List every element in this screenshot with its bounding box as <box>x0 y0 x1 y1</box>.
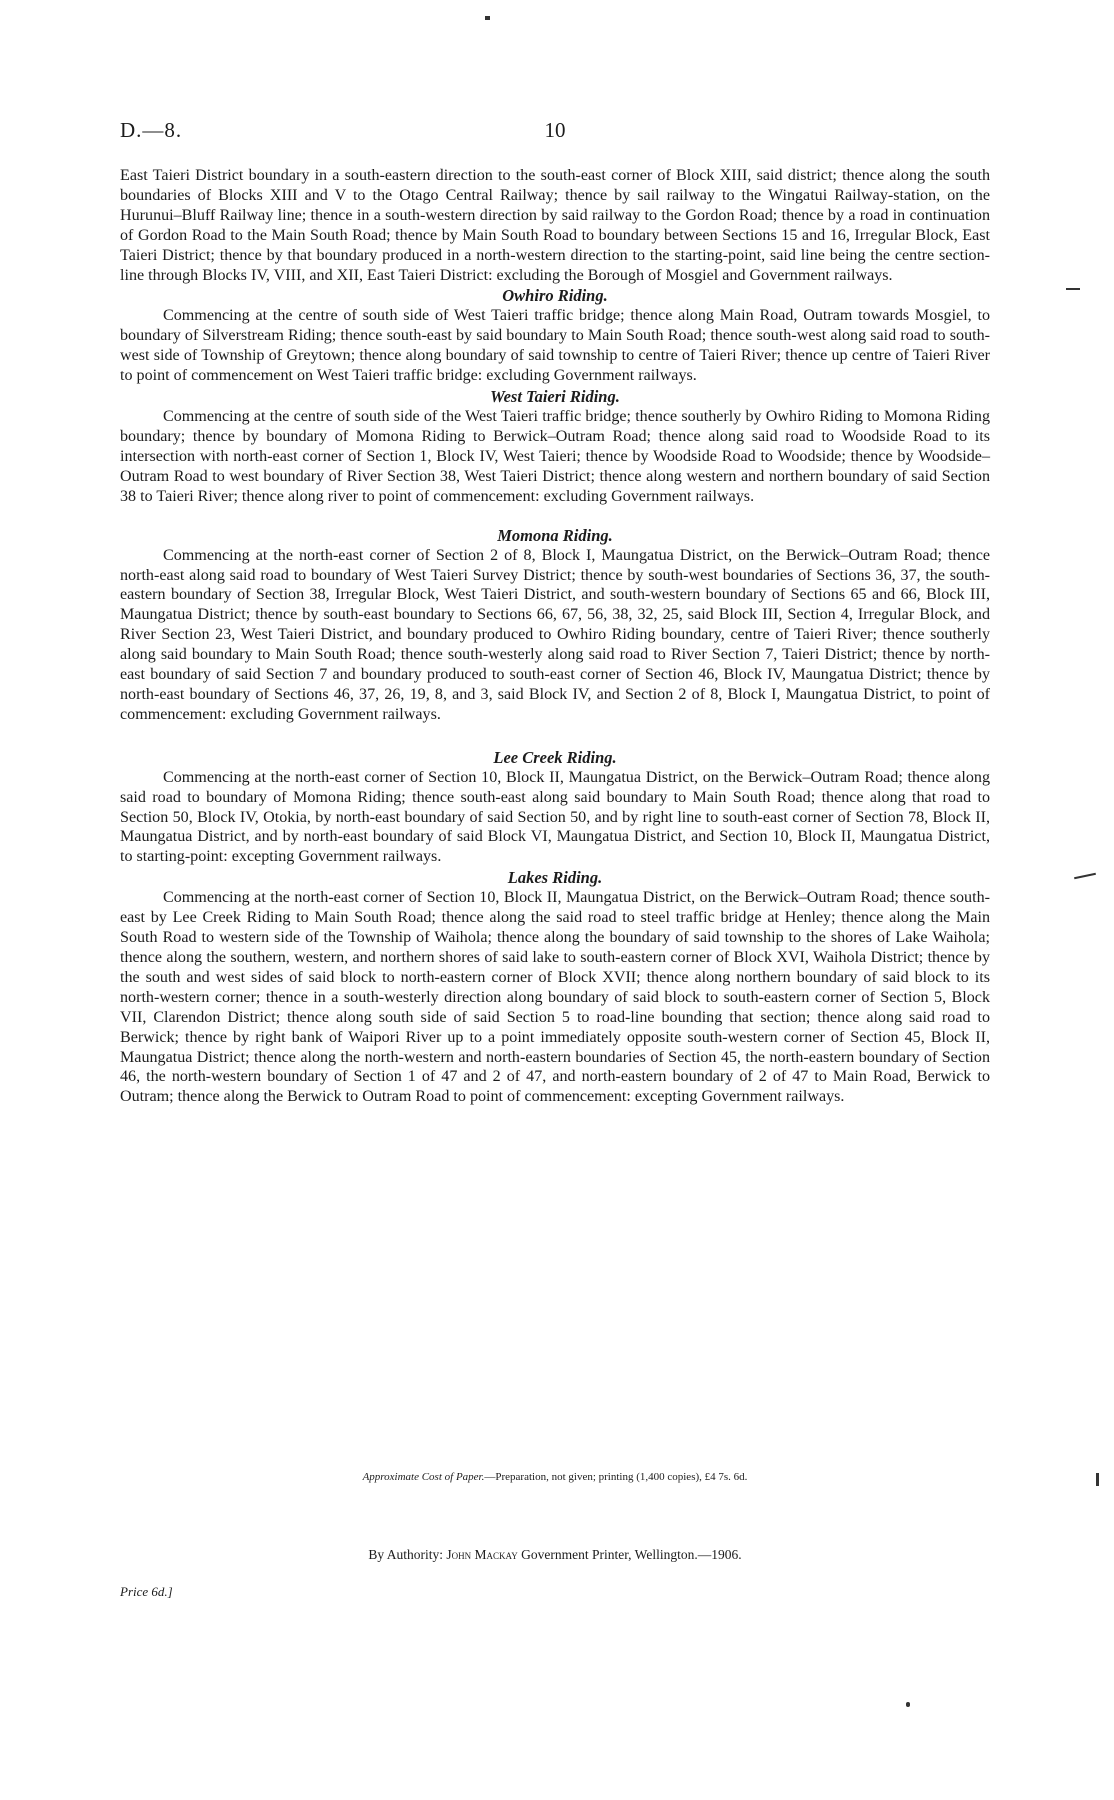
authority-prefix: By Authority: <box>368 1547 444 1562</box>
page-header <box>120 118 990 148</box>
heading-lee-creek-riding: Lee Creek Riding. <box>493 747 617 767</box>
paragraph-owhiro-riding: Commencing at the centre of south side of West Taieri traffic bridge; thence along Main Road, Outram towards Mosgiel, to boundary of Silverstream Riding; thence south-east by said boundary to Main South Road; thence south-west along said road to south-west side of Township of Greytown; thence along boundary of said township to centre of Taieri River; thence up centre of Taieri River to point of commencement on West Taieri traffic bridge: excluding Government railways. <box>120 307 990 385</box>
paragraph-lee-creek-riding: Commencing at the north-east corner of Section 10, Block II, Maungatua District, on the Berwick–Outram Road; thence along said road to boundary of Momona Riding; thence south-east along said boundary to Main South Road; thence along that road to Section 50, Block IV, Otokia, by north-east boundary of said Section 50, and by right line to south-east corner of Section 78, Block II, Maungatua District, and by north-east boundary of said Block VI, Maungatua District, and Section 10, Block II, Maungatua District, to starting-point: excepting Government railways. <box>120 768 990 866</box>
printer-authority-line <box>120 1547 990 1563</box>
margin-mark <box>1096 1473 1099 1486</box>
margin-mark <box>1074 873 1096 880</box>
printer-name: John Mackay <box>446 1547 518 1562</box>
cost-text: —Preparation, not given; printing (1,400 copies), £4 7s. 6d. <box>484 1471 748 1483</box>
price-note: Price 6d.] <box>120 1584 173 1599</box>
heading-momona-riding: Momona Riding. <box>497 525 613 545</box>
heading-lakes-riding: Lakes Riding. <box>507 868 603 888</box>
cost-label: Approximate Cost of Paper. <box>362 1471 485 1483</box>
paragraph-momona-riding: Commencing at the north-east corner of Section 2 of 8, Block I, Maungatua District, on the Berwick–Outram Road; thence north-east along said road to boundary of West Taieri Survey District; thence by south-west boundaries of Sections 36, 37, the south-eastern boundary of Section 38, Irregular Block, West Taieri District, and south-western boundary of Sections 65 and 66, Block III, Maungatua District; thence by south-east boundary to Sections 66, 67, 56, 38, 32, 25, said Block III, Section 4, Irregular Block, and River Section 23, West Taieri District, and boundary produced to Owhiro Riding boundary, centre of Taieri River; thence southerly along said boundary to Main South Road; thence south-westerly along said road to River Section 7, Taieri District; thence by north-east boundary of said Section 7 and boundary produced to south-east corner of Section 46, Block IV, Maungatua District; thence by north-east boundary of Sections 46, 37, 26, 19, 8, and 3, said Block IV, and Section 2 of 8, Block I, Maungatua District, to point of commencement: excluding Government railways. <box>120 546 990 723</box>
scan-speck <box>485 16 490 20</box>
paragraph-east-taieri-continuation: East Taieri District boundary in a south-eastern direction to the south-east corner of Block XIII, said district; thence along the south boundaries of Blocks XIII and V to the Otago Central Railway; thence by sail railway to the Wingatui Railway-station, on the Hurunui–Bluff Railway line; thence in a south-western direction by said railway to the Gordon Road; thence by a road in continuation of Gordon Road to the Main South Road; thence by Main South Road to boundary between Sections 15 and 16, Irregular Block, East Taieri District; thence by that boundary produced in a north-western direction to the starting-point, said line being the centre section-line through Blocks IV, VIII, and XII, East Taieri District: excluding the Borough of Mosgiel and Government railways. <box>120 167 990 284</box>
paragraph-lakes-riding: Commencing at the north-east corner of Section 10, Block II, Maungatua District, on the Berwick–Outram Road; thence south-east by Lee Creek Riding to Main South Road; thence along the said road to steel traffic bridge at Henley; thence along the Main South Road to western side of the Township of Waihola; thence along the boundary of said township to the shores of Lake Waihola; thence along the southern, western, and northern shores of said lake to south-eastern corner of Block XVI, Waihola District; thence by the south and west sides of said block to north-eastern corner of Block XVII; thence along northern boundary of said block to its north-western corner; thence in a south-westerly direction along boundary of said block to south-eastern corner of Section 5, Block VII, Clarendon District; thence along south side of said Section 5 to road-line bounding that section; thence along said road to Berwick; thence by right bank of Waipori River up to a point immediately opposite south-western corner of Section 45, Block II, Maungatua District; thence along the north-western and north-eastern boundaries of Section 45, the north-eastern boundary of Section 46, the north-western boundary of Section 1 of 47 and 2 of 47, and north-eastern boundary of 2 of 47 to Main Road, Berwick to Outram; thence along the Berwick to Outram Road to point of commencement: excepting Government railways. <box>120 889 990 1106</box>
authority-suffix: Government Printer, Wellington.—1906. <box>521 1547 742 1562</box>
document-reference: D.—8. <box>120 118 183 142</box>
paragraph-west-taieri-riding: Commencing at the centre of south side of the West Taieri traffic bridge; thence southerly by Owhiro Riding to Momona Riding boundary; thence by boundary of Momona Riding to Berwick–Outram Road; thence along said road to Woodside Road to its intersection with north-east corner of Section 1, Block IV, West Taieri; thence by Woodside Road to Woodside; thence by Woodside–Outram Road to west boundary of River Section 38, West Taieri District; thence along western and northern boundary of said Section 38 to Taieri River; thence along river to point of commencement: excluding Government railways. <box>120 408 990 505</box>
heading-west-taieri-riding: West Taieri Riding. <box>490 387 620 407</box>
margin-mark <box>1066 288 1080 290</box>
heading-owhiro-riding: Owhiro Riding. <box>502 286 608 306</box>
scan-speck <box>906 1702 910 1707</box>
document-body <box>120 166 990 1107</box>
page-number: 10 <box>544 118 566 142</box>
approximate-cost-note <box>120 1471 990 1483</box>
